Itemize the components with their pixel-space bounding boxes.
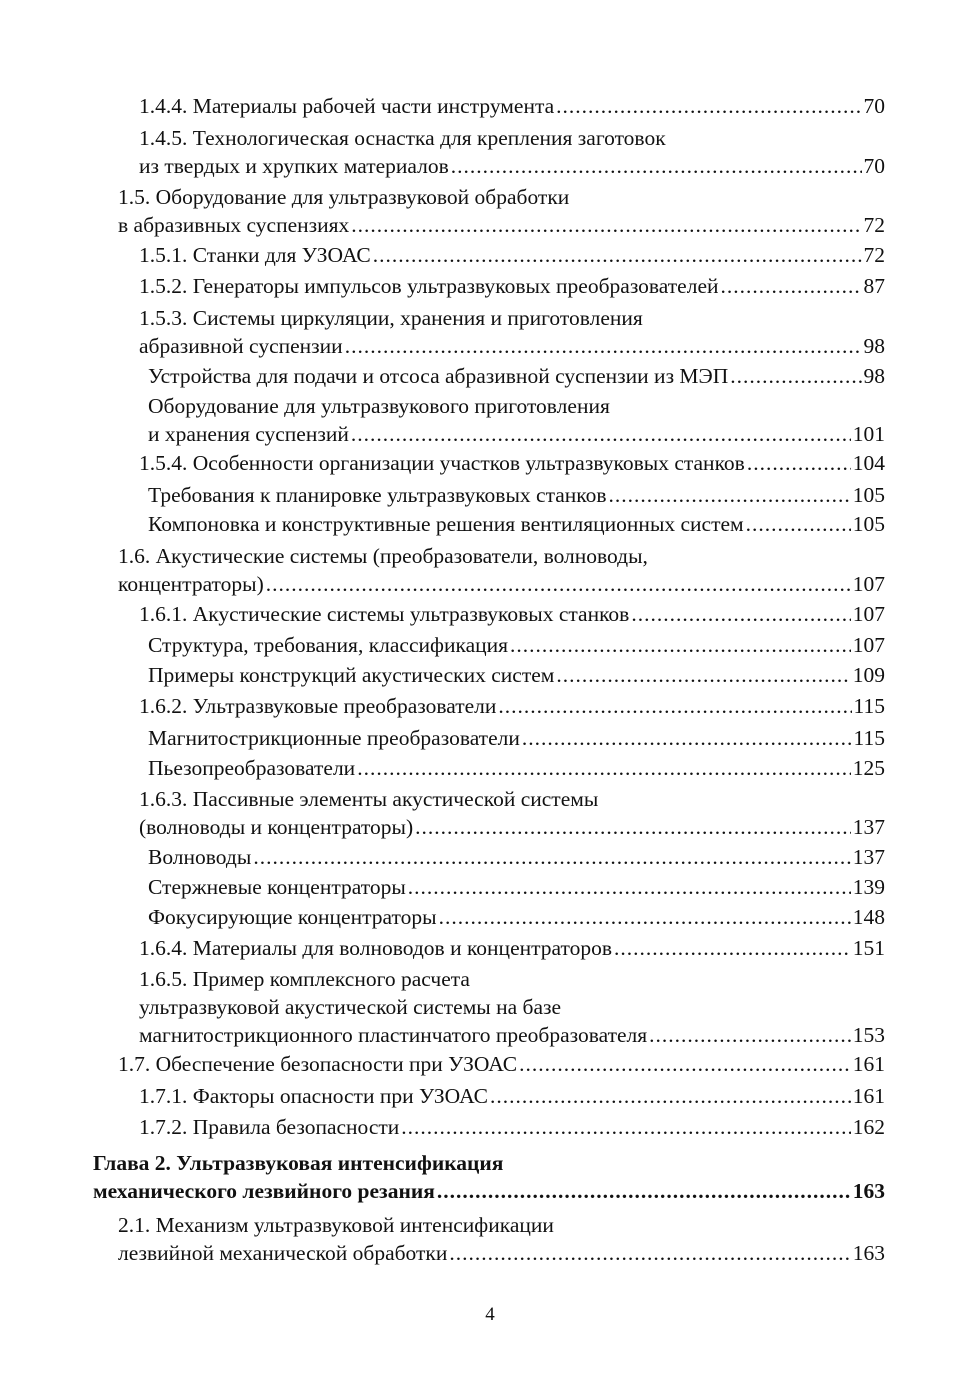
toc-entry-title: Требования к планировке ультразвуковых станков — [148, 483, 607, 507]
toc-entry — [139, 600, 885, 628]
toc-page-number: 107 — [852, 633, 885, 657]
toc-chapter-entry — [93, 1149, 885, 1205]
toc-entry-title: 1.5. Оборудование для ультразвуковой обработки — [118, 185, 570, 209]
toc-entry — [139, 785, 885, 841]
toc-entry-title: 1.7.1. Факторы опасности при УЗОАС — [139, 1084, 488, 1108]
toc-page-number: 137 — [852, 815, 885, 839]
dot-leader — [519, 1050, 851, 1078]
toc-entry — [148, 843, 885, 871]
dot-leader — [439, 903, 851, 931]
dot-leader — [415, 813, 851, 841]
toc-page-number: 87 — [863, 274, 885, 298]
dot-leader — [490, 1082, 851, 1110]
toc-entry-title: 1.5.4. Особенности организации участков ультразвуковых станков — [139, 451, 745, 475]
toc-page-number: 162 — [852, 1115, 885, 1139]
toc-entry-title: Структура, требования, классификация — [148, 633, 509, 657]
toc-entry — [148, 362, 885, 390]
page-number: 4 — [485, 1304, 495, 1325]
toc-entry — [139, 449, 885, 477]
dot-leader — [746, 510, 851, 538]
dot-leader — [649, 1021, 851, 1049]
dot-leader — [351, 420, 851, 448]
toc-page-number: 125 — [852, 756, 885, 780]
toc-entry-title: (волноводы и концентраторы) — [139, 815, 414, 839]
toc-page-number: 105 — [852, 483, 885, 507]
toc-entry-title: 1.4.5. Технологическая оснастка для крепления заготовок — [139, 126, 666, 150]
toc-page-number: 163 — [852, 1241, 885, 1265]
toc-page-number: 70 — [863, 94, 885, 118]
dot-leader — [510, 631, 851, 659]
dot-leader — [609, 481, 851, 509]
toc-entry-title: 1.7. Обеспечение безопасности при УЗОАС — [118, 1052, 518, 1076]
toc-entry — [148, 903, 885, 931]
toc-page-number: 72 — [863, 243, 885, 267]
toc-entry — [139, 934, 885, 962]
toc-entry — [118, 1050, 885, 1078]
toc-page-number: 72 — [863, 213, 885, 237]
toc-entry — [118, 183, 885, 239]
toc-page-number: 153 — [852, 1023, 885, 1047]
toc-entry-title: 1.5.1. Станки для УЗОАС — [139, 243, 371, 267]
toc-entry-title: Волноводы — [148, 845, 252, 869]
toc-entry-title: Магнитострикционные преобразователи — [148, 726, 520, 750]
toc-entry — [148, 873, 885, 901]
toc-entry-title: 1.6. Акустические системы (преобразователи, волноводы, — [118, 544, 648, 568]
toc-entry-title: из твердых и хрупких материалов — [139, 154, 449, 178]
dot-leader — [401, 1113, 850, 1141]
toc-page-number: 101 — [852, 422, 885, 446]
toc-page-number: 107 — [852, 602, 885, 626]
toc-entry-title: Компоновка и конструктивные решения вентиляционных систем — [148, 512, 744, 536]
toc-entry-title: ультразвуковой акустической системы на базе — [139, 995, 562, 1019]
dot-leader — [451, 152, 862, 180]
dot-leader — [747, 449, 851, 477]
toc-entry — [139, 1082, 885, 1110]
toc-entry-title: 1.6.5. Пример комплексного расчета — [139, 967, 470, 991]
toc-entry-title: Оборудование для ультразвукового приготовления — [148, 394, 610, 418]
toc-page-number: 98 — [863, 364, 885, 388]
dot-leader — [266, 570, 851, 598]
toc-entry-title: 2.1. Механизм ультразвуковой интенсификации — [118, 1213, 554, 1237]
toc-entry — [139, 92, 885, 120]
toc-entry-title: Устройства для подачи и отсоса абразивной суспензии из МЭП — [148, 364, 729, 388]
toc-entry-title: Фокусирующие концентраторы — [148, 905, 437, 929]
dot-leader — [345, 332, 862, 360]
toc-entry-title: абразивной суспензии — [139, 334, 343, 358]
toc-page-number: 137 — [852, 845, 885, 869]
toc-entry-title: и хранения суспензий — [148, 422, 349, 446]
toc-entry-title: в абразивных суспензиях — [118, 213, 350, 237]
toc-entry — [148, 724, 885, 752]
dot-leader — [357, 754, 851, 782]
toc-entry-title: 1.7.2. Правила безопасности — [139, 1115, 400, 1139]
toc-page-number: 161 — [852, 1052, 885, 1076]
toc-entry — [139, 272, 885, 300]
toc-entry — [148, 392, 885, 448]
toc-page-number: 107 — [852, 572, 885, 596]
toc-entry-title: Стержневые концентраторы — [148, 875, 406, 899]
toc-page-number: 148 — [852, 905, 885, 929]
dot-leader — [522, 724, 852, 752]
toc-entry-title: Пьезопреобразователи — [148, 756, 356, 780]
toc-entry — [139, 965, 885, 1049]
toc-entry-title: механического лезвийного резания — [93, 1179, 435, 1203]
toc-entry-title: 1.6.3. Пассивные элементы акустической системы — [139, 787, 599, 811]
toc-entry — [139, 241, 885, 269]
toc-page-number: 161 — [852, 1084, 885, 1108]
toc-page-number: 139 — [852, 875, 885, 899]
toc-entry — [148, 661, 885, 689]
toc-entry — [139, 1113, 885, 1141]
toc-page-number: 115 — [853, 726, 885, 750]
toc-entry-title: концентраторы) — [118, 572, 264, 596]
toc-page-number: 151 — [852, 936, 885, 960]
dot-leader — [556, 92, 861, 120]
dot-leader — [498, 692, 851, 720]
toc-entry — [139, 304, 885, 360]
dot-leader — [631, 600, 850, 628]
toc-entry — [148, 754, 885, 782]
dot-leader — [614, 934, 851, 962]
dot-leader — [730, 362, 861, 390]
toc-entry — [139, 692, 885, 720]
toc-entry — [148, 510, 885, 538]
dot-leader — [437, 1177, 851, 1205]
toc-page-number: 115 — [853, 694, 885, 718]
toc-entry-title: лезвийной механической обработки — [118, 1241, 448, 1265]
dot-leader — [373, 241, 862, 269]
toc-entry-title: магнитострикционного пластинчатого преобразователя — [139, 1023, 648, 1047]
dot-leader — [351, 211, 861, 239]
toc-page-number: 105 — [852, 512, 885, 536]
toc-entry-title: Глава 2. Ультразвуковая интенсификация — [93, 1151, 504, 1175]
toc-entry-title: 1.5.2. Генераторы импульсов ультразвуковых преобразователей — [139, 274, 719, 298]
dot-leader — [449, 1239, 850, 1267]
toc-entry-title: 1.4.4. Материалы рабочей части инструмента — [139, 94, 555, 118]
dot-leader — [721, 272, 862, 300]
toc-entry-title: 1.5.3. Системы циркуляции, хранения и приготовления — [139, 306, 643, 330]
toc-page-number: 104 — [852, 451, 885, 475]
toc-entry — [118, 542, 885, 598]
toc-page-number: 98 — [863, 334, 885, 358]
toc-entry — [139, 124, 885, 180]
toc-page-number: 163 — [852, 1179, 885, 1203]
toc-entry-title: 1.6.2. Ультразвуковые преобразователи — [139, 694, 497, 718]
toc-page-number: 109 — [852, 663, 885, 687]
toc-entry — [118, 1211, 885, 1267]
toc-entry-title: 1.6.4. Материалы для волноводов и концентраторов — [139, 936, 613, 960]
dot-leader — [408, 873, 851, 901]
dot-leader — [556, 661, 850, 689]
toc-entry-title: Примеры конструкций акустических систем — [148, 663, 555, 687]
dot-leader — [253, 843, 850, 871]
toc-page-number: 70 — [863, 154, 885, 178]
toc-entry-title: 1.6.1. Акустические системы ультразвуковых станков — [139, 602, 630, 626]
toc-entry — [148, 481, 885, 509]
toc-entry — [148, 631, 885, 659]
